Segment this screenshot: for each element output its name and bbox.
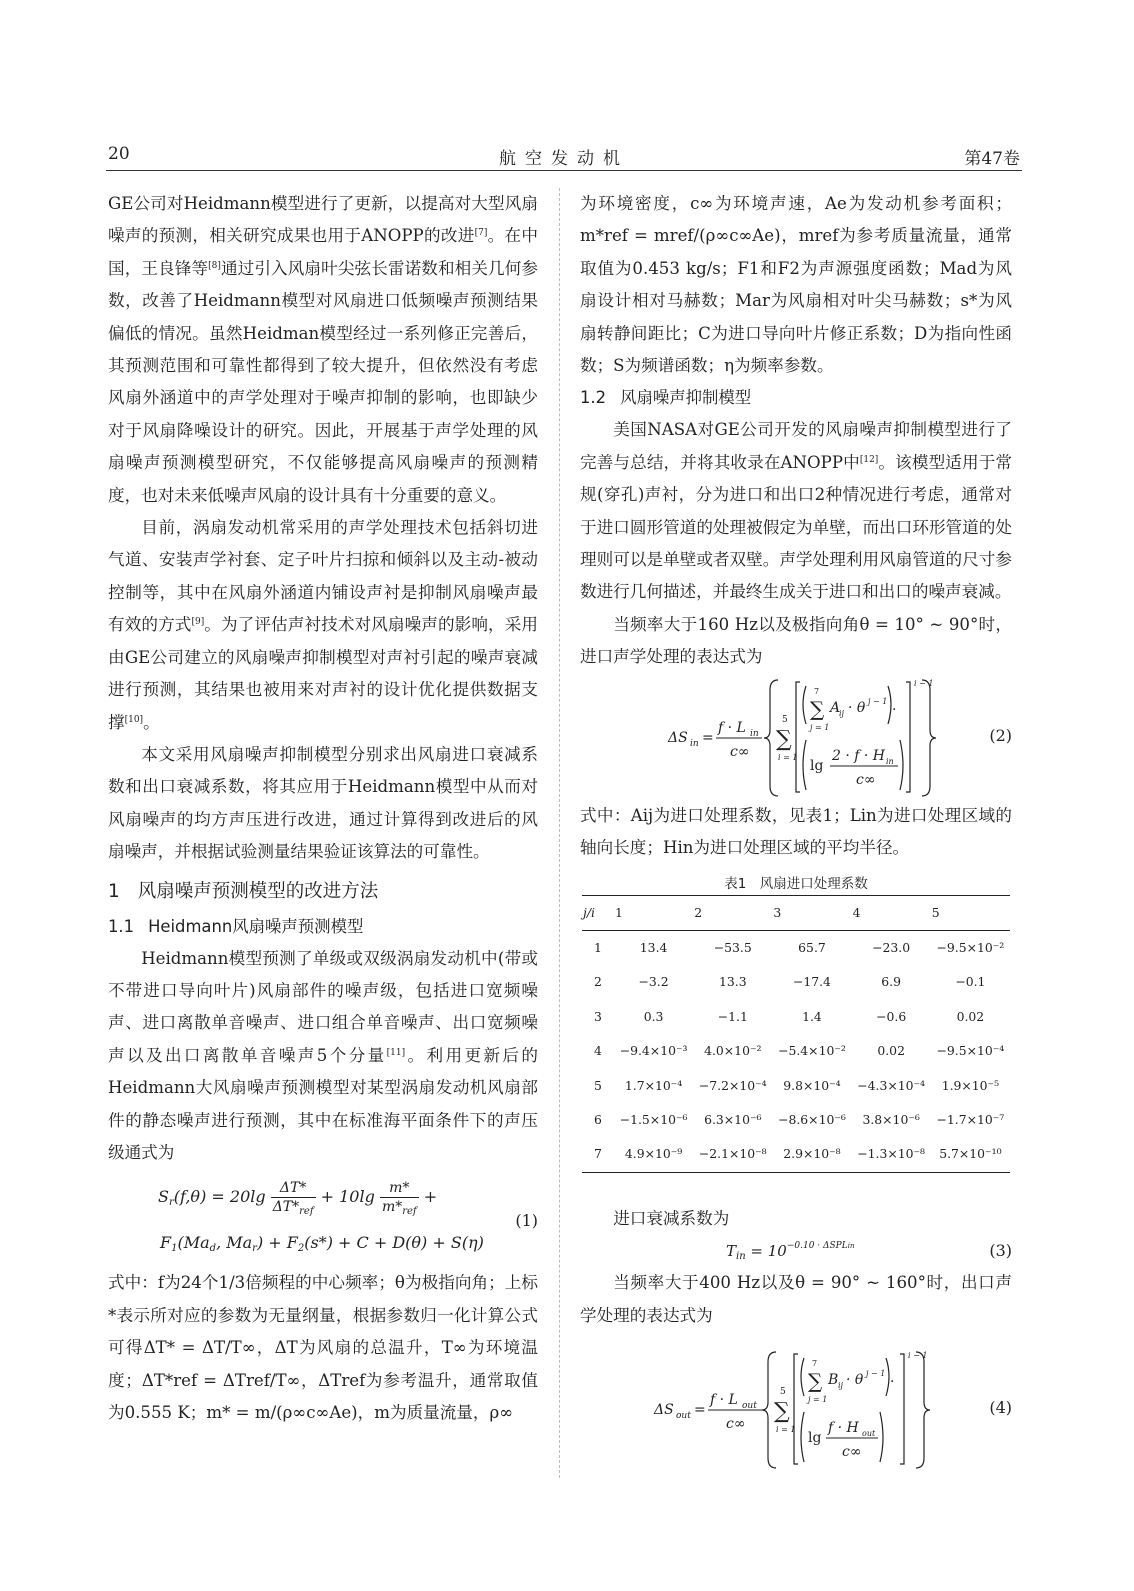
equation-1: $S_r(f,\theta) = 20\lg$ $\frac{\Delta T*}{\Delta T*_{ref}}$ + 10lg $\frac{m*}{m*_{ref}}$ + $F_1(Ma_d$, $Ma_r) + F_2(s*) + C + D(\theta) + S(\eta)$ (1) <box>158 1180 538 1255</box>
svg-text:∑: ∑ <box>776 726 792 752</box>
svg-text:5: 5 <box>780 1386 786 1397</box>
paragraph: 当频率大于400 Hz以及θ = 90° ~ 160°时，出口声学处理的表达式为 <box>580 1273 1012 1325</box>
svg-text:∑: ∑ <box>808 1368 823 1393</box>
svg-text:lg: lg <box>808 1429 822 1446</box>
svg-text:i − 1: i − 1 <box>914 678 934 688</box>
table-cell: 1.7×10⁻⁴ <box>624 1077 683 1093</box>
equation-3: $T_{in} = 10^{-0.10 \cdot \Delta SPLin}$ (3) <box>580 1235 1012 1267</box>
svg-text:out: out <box>862 1428 876 1438</box>
svg-text:7: 7 <box>812 1358 818 1368</box>
equation-number: (1) <box>515 1211 538 1231</box>
svg-text:B: B <box>828 1371 839 1388</box>
table-cell: 2.9×10⁻⁸ <box>772 1137 851 1172</box>
left-column <box>108 188 538 1429</box>
table-cell: 1.9×10⁻⁵ <box>941 1077 1000 1093</box>
svg-text:in: in <box>886 756 894 766</box>
table-cell: 3 <box>594 1008 602 1024</box>
table-cell: −2.1×10⁻⁸ <box>693 1137 772 1172</box>
svg-text:=: = <box>702 729 714 746</box>
table-cell: −4.3×10⁻⁴ <box>857 1077 926 1093</box>
svg-text:out: out <box>676 1410 691 1421</box>
equation-4 <box>580 1346 1012 1472</box>
table-cell: −9.5×10⁻² <box>936 939 1005 955</box>
svg-text:i = 1: i = 1 <box>778 752 798 762</box>
equation-number: (2) <box>989 725 1012 745</box>
table-cell: 13.3 <box>718 974 747 990</box>
table-cell: −5.4×10⁻² <box>778 1043 846 1059</box>
equation-number: (4) <box>989 1397 1012 1417</box>
subsection-heading: 1.2 风扇噪声抑制模型 <box>580 388 752 408</box>
svg-text:· θ: · θ <box>846 1371 864 1388</box>
table-row <box>582 1069 1010 1103</box>
svg-text:ij: ij <box>838 1380 844 1390</box>
table-cell: −9.4×10⁻³ <box>619 1043 688 1059</box>
svg-text:j − 1: j − 1 <box>868 696 888 706</box>
svg-text:ij: ij <box>839 708 845 718</box>
svg-text:in: in <box>690 738 699 749</box>
column-divider <box>559 188 560 1478</box>
table-cell: 3.8×10⁻⁶ <box>862 1111 920 1127</box>
svg-text:·: · <box>892 701 897 718</box>
table-cell: 0.02 <box>956 1008 985 1024</box>
svg-text:j = 1: j = 1 <box>810 722 830 732</box>
citation: [10] <box>124 714 144 725</box>
svg-text:∑: ∑ <box>810 696 825 721</box>
table-header-row <box>582 895 1010 930</box>
table-row <box>582 1137 1010 1172</box>
svg-text:7: 7 <box>814 686 820 696</box>
svg-text:f · L: f · L <box>718 719 746 736</box>
svg-text:out: out <box>742 1400 757 1411</box>
table-header-cell: 5 <box>931 895 1010 930</box>
svg-text:i = 1: i = 1 <box>776 1424 796 1434</box>
table-row <box>582 1103 1010 1137</box>
table-cell: 4.0×10⁻² <box>704 1043 762 1059</box>
svg-text:ΔS: ΔS <box>668 729 688 746</box>
citation: [8] <box>208 260 221 271</box>
svg-text:i − 1: i − 1 <box>908 1350 928 1360</box>
section-heading: 1 风扇噪声预测模型的改进方法 <box>108 880 379 902</box>
table-cell: −1.5×10⁻⁶ <box>619 1111 688 1127</box>
table-cell: −9.5×10⁻⁴ <box>936 1043 1005 1059</box>
table-cell: 6.9 <box>881 974 902 990</box>
table-cell: 5.7×10⁻¹⁰ <box>931 1137 1010 1172</box>
running-header <box>106 142 1022 171</box>
page-number: 20 <box>108 144 130 164</box>
table-cell: 7 <box>582 1137 614 1172</box>
svg-text:c∞: c∞ <box>730 743 750 760</box>
svg-text:=: = <box>694 1401 706 1418</box>
equation-2-graphic <box>580 674 960 800</box>
paragraph: 式中：Aij为进口处理系数，见表1；Lin为进口处理区域的轴向长度；Hin为进口处理区域的平均半径。 <box>580 805 1012 858</box>
table-cell: 9.8×10⁻⁴ <box>783 1077 841 1093</box>
table-caption: 表1 风扇进口处理系数 <box>724 875 868 892</box>
table-row <box>582 965 1010 999</box>
paragraph: 为环境密度，c∞为环境声速，Ae为发动机参考面积；m*ref = mref/(ρ∞c∞Ae)，mref为参考质量流量，通常取值为0.453 kg/s；F1和F2为声源强度函数；Mad为风扇设计相对马赫数；Mar为风扇相对叶尖马赫数；s*为风扇转静间距比；C为进口导向叶片修正系数；D为指向性函数；S为频谱函数；η为频率参数。 <box>580 194 1012 376</box>
svg-text:ΔS: ΔS <box>654 1401 674 1418</box>
paragraph: 本文采用风扇噪声抑制模型分别求出风扇进口衰减系数和出口衰减系数，将其应用于Heidmann模型中从而对风扇噪声的均方声压进行改进，通过计算得到改进后的风扇噪声，并根据试验测量结果验证该算法的可靠性。 <box>108 744 538 862</box>
table-cell: −8.6×10⁻⁶ <box>778 1111 846 1127</box>
svg-text:lg: lg <box>810 757 824 774</box>
table-cell: 0.3 <box>643 1008 664 1024</box>
svg-text:2 · f · H: 2 · f · H <box>832 747 885 764</box>
citation: [11] <box>386 1047 406 1058</box>
table-cell: −23.0 <box>872 939 911 955</box>
svg-text:j − 1: j − 1 <box>866 1368 886 1378</box>
table-cell: −0.6 <box>876 1008 907 1024</box>
table-row <box>582 1000 1010 1034</box>
table-cell: −1.1 <box>717 1008 748 1024</box>
table-cell: −17.4 <box>792 974 831 990</box>
citation: [9] <box>191 617 205 628</box>
right-column <box>580 188 1012 1472</box>
paragraph: 美国NASA对GE公司开发的风扇噪声抑制模型进行了完善与总结，并将其收录在ANOPP中[12]。该模型适用于常规(穿孔)声衬，分为进口和出口2种情况进行考虑，通常对于进口圆形管道的处理被假定为单壁，而出口环形管道的处理则可以是单壁或者双壁。声学处理利用风扇管道的尺寸参数进行几何描述，并最终生成关于进口和出口的噪声衰减。 <box>580 420 1013 602</box>
table-header-cell: j/i <box>582 895 614 930</box>
table-cell: −3.2 <box>638 974 669 990</box>
paragraph: Heidmann模型预测了单级或双级涡扇发动机中(带或不带进口导向叶片)风扇部件的噪声级，包括进口宽频噪声、进口离散单音噪声、进口组合单音噪声、出口宽频噪声以及出口离散单音噪声5个分量[11]。利用更新后的Heidmann大风扇噪声预测模型对某型涡扇发动机风扇部件的静态噪声进行预测，其中在标准海平面条件下的声压级通式为 <box>108 948 538 1162</box>
table-cell: −1.7×10⁻⁷ <box>936 1111 1005 1127</box>
volume-label: 第47卷 <box>964 149 1020 169</box>
svg-text:c∞: c∞ <box>842 1443 862 1460</box>
journal-title: 航空发动机 <box>499 149 629 169</box>
equation-number: (3) <box>989 1241 1012 1261</box>
table-cell: −1.3×10⁻⁸ <box>852 1137 931 1172</box>
table-row <box>582 930 1010 965</box>
table-cell: 6.3×10⁻⁶ <box>704 1111 762 1127</box>
svg-text:j = 1: j = 1 <box>808 1394 828 1404</box>
table-header-cell: 3 <box>772 895 851 930</box>
table-header-cell: 4 <box>852 895 931 930</box>
paragraph: 式中：f为24个1/3倍频程的中心频率；θ为极指向角；上标*表示所对应的参数为无量纲量，根据参数归一化计算公式可得ΔT* = ΔT/T∞，ΔT为风扇的总温升，T∞为环境温度；ΔT*ref = ΔTref/T∞，ΔTref为参考温升，通常取值为0.555 K；m* = m/(ρ∞c∞Ae)，m为质量流量，ρ∞ <box>108 1273 538 1422</box>
table-cell: 1.4 <box>802 1008 822 1024</box>
paragraph: GE公司对Heidmann模型进行了更新，以提高对大型风扇噪声的预测，相关研究成果也用于ANOPP的改进[7]。在中国，王良锋等[8]通过引入风扇叶尖弦长雷诺数和相关几何参数，改善了Heidmann模型对风扇进口低频噪声预测结果偏低的情况。虽然Heidman模型经过一系列修正完善后，其预测范围和可靠性都得到了较大提升，但依然没有考虑风扇外涵道中的声学处理对于噪声抑制的影响，也即缺少对于风扇降噪设计的研究。因此，开展基于声学处理的风扇噪声预测模型研究，不仅能够提高风扇噪声的预测精度，也对未来低噪声风扇的设计具有十分重要的意义。 <box>108 194 539 505</box>
table-cell: 13.4 <box>639 939 668 955</box>
svg-text:f · H: f · H <box>828 1419 859 1436</box>
table-cell: −53.5 <box>713 939 752 955</box>
svg-text:A: A <box>830 699 841 716</box>
svg-text:c∞: c∞ <box>856 771 876 788</box>
equation-4-graphic <box>580 1346 960 1472</box>
table-row <box>582 1034 1010 1068</box>
table-cell: 6 <box>594 1111 602 1127</box>
table-cell: 65.7 <box>798 939 826 955</box>
svg-text:∑: ∑ <box>774 1398 790 1424</box>
svg-text:· θ: · θ <box>848 699 866 716</box>
coefficient-table <box>582 895 1010 1173</box>
svg-text:5: 5 <box>782 714 788 725</box>
paragraph: 目前，涡扇发动机常采用的声学处理技术包括斜切进气道、安装声学衬套、定子叶片扫掠和倾斜以及主动-被动控制等，其中在风扇外涵道内铺设声衬是抑制风扇噪声最有效的方式[9]。为了评估声衬技术对风扇噪声的影响，采用由GE公司建立的风扇噪声抑制模型对声衬引起的噪声衰减进行预测，其结果也被用来对声衬的设计优化提供数据支撑[10]。 <box>108 518 539 732</box>
table-cell: 2 <box>594 974 602 990</box>
table-cell: 4 <box>594 1043 602 1059</box>
paragraph: 进口衰减系数为 <box>613 1208 730 1228</box>
table-cell: 0.02 <box>877 1043 905 1059</box>
citation: [12] <box>859 454 879 465</box>
table-header-cell: 2 <box>693 895 772 930</box>
svg-text:f · L: f · L <box>710 1391 738 1408</box>
table-header-cell: 1 <box>614 895 693 930</box>
citation: [7] <box>474 228 488 239</box>
equation-2 <box>580 674 1012 800</box>
svg-text:in: in <box>750 728 759 739</box>
subsection-heading: 1.1 Heidmann风扇噪声预测模型 <box>108 916 364 936</box>
table-cell: 5 <box>594 1077 602 1093</box>
table-cell: −0.1 <box>955 974 986 990</box>
table-cell: 1 <box>594 939 602 955</box>
svg-text:·: · <box>890 1373 895 1390</box>
table-cell: 4.9×10⁻⁹ <box>614 1137 693 1172</box>
svg-text:c∞: c∞ <box>726 1415 746 1432</box>
table-cell: −7.2×10⁻⁴ <box>698 1077 767 1093</box>
paragraph: 当频率大于160 Hz以及极指向角θ = 10° ~ 90°时，进口声学处理的表达式为 <box>580 614 1012 667</box>
